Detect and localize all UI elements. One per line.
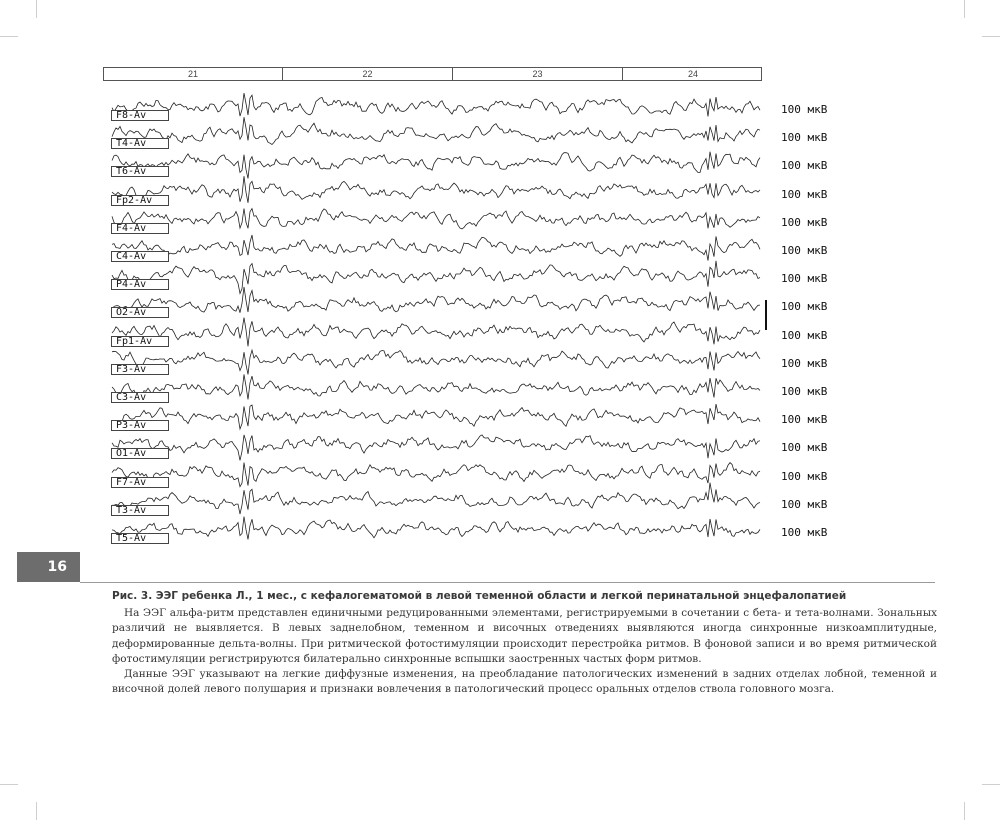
channel-label: C3-Av bbox=[111, 392, 169, 403]
channel-label: F3-Av bbox=[111, 364, 169, 375]
amplitude-scale-label: 100 мкВ bbox=[781, 356, 828, 370]
amplitude-scale-label: 100 мкВ bbox=[781, 413, 828, 427]
figure-caption: Рис. 3. ЭЭГ ребенка Л., 1 мес., с кефалогематомой в левой теменной области и легкой перинатальной энцефалопатией bbox=[112, 590, 847, 602]
amplitude-scale-label: 100 мкВ bbox=[781, 385, 828, 398]
time-mark: 21 bbox=[104, 68, 283, 80]
eeg-trace bbox=[112, 287, 760, 313]
channel-label: C4-Av bbox=[111, 251, 169, 262]
amplitude-scale-label: 100 мкВ bbox=[781, 526, 828, 539]
eeg-trace bbox=[112, 404, 760, 429]
amplitude-scale-label: 100 мкВ bbox=[781, 300, 828, 314]
crop-mark bbox=[36, 802, 37, 820]
eeg-trace bbox=[112, 235, 760, 261]
eeg-trace bbox=[112, 463, 760, 487]
amplitude-scale-label: 100 мкВ bbox=[781, 131, 828, 145]
time-mark: 22 bbox=[283, 68, 453, 80]
eeg-trace bbox=[112, 350, 760, 374]
amplitude-scale-label: 100 мкВ bbox=[781, 187, 828, 201]
channel-label: O2-Av bbox=[111, 307, 169, 318]
crop-mark bbox=[964, 802, 965, 820]
page-number: 16 bbox=[17, 552, 80, 582]
channel-label: Fp2-Av bbox=[111, 195, 169, 206]
eeg-trace bbox=[112, 209, 760, 229]
paragraph: На ЭЭГ альфа-ритм представлен единичными редуцированными элементами, регистрируемыми в сочетании с бета- и тета-волнами. Зональных различий не выявляется. В левых заднелобном, теменном и височных отведениях выявляются иногда синхронные низкоамплитудные, деформированные дельта-волны. При ритмической фотостимуляции происходит перестройка ритмов. В фоновой записи и во время ритмической фотостимуляции регистрируются билатерально синхронные вспышки заостренных частых форм ритмов. bbox=[112, 607, 937, 665]
amplitude-scale-label: 100 мкВ bbox=[781, 159, 828, 173]
amplitude-scale-label: 100 мкВ bbox=[781, 272, 828, 286]
channel-label: P4-Av bbox=[111, 279, 169, 290]
amplitude-scale-label: 100 мкВ bbox=[781, 328, 828, 342]
channel-label: T6-Av bbox=[111, 166, 169, 177]
amplitude-scale-label: 100 мкВ bbox=[781, 497, 828, 511]
channel-label: P3-Av bbox=[111, 420, 169, 431]
paragraph: Данные ЭЭГ указывают на легкие диффузные изменения, на преобладание патологических изменений в задних отделах лобной, теменной и височной долей левого полушария и признаки вовлечения в патологический процесс оральных отделов ствола головного мозга. bbox=[112, 668, 937, 696]
time-mark: 23 bbox=[453, 68, 623, 80]
body-text bbox=[112, 606, 937, 698]
eeg-trace bbox=[112, 93, 760, 116]
amplitude-scale-label: 100 мкВ bbox=[781, 441, 828, 455]
channel-label: F7-Av bbox=[111, 477, 169, 488]
eeg-trace bbox=[112, 318, 760, 347]
amplitude-scale-label: 100 мкВ bbox=[781, 103, 828, 116]
eeg-trace bbox=[112, 374, 760, 399]
amplitude-scale-label: 100 мкВ bbox=[781, 244, 828, 257]
eeg-trace bbox=[112, 483, 760, 514]
channel-label: O1-Av bbox=[111, 448, 169, 459]
eeg-trace bbox=[112, 435, 760, 461]
amplitude-scale-label: 100 мкВ bbox=[781, 469, 828, 483]
calibration-bar bbox=[765, 300, 767, 330]
crop-mark bbox=[982, 784, 1000, 785]
crop-mark bbox=[0, 784, 18, 785]
channel-label: T5-Av bbox=[111, 533, 169, 544]
eeg-trace bbox=[112, 261, 760, 294]
caption-divider bbox=[80, 582, 935, 583]
channel-label: Fp1-Av bbox=[111, 336, 169, 347]
channel-label: T3-Av bbox=[111, 505, 169, 516]
eeg-trace bbox=[112, 117, 760, 144]
eeg-trace bbox=[112, 517, 760, 540]
eeg-trace bbox=[112, 152, 760, 179]
amplitude-scale-label: 100 мкВ bbox=[781, 215, 828, 229]
channel-label: T4-Av bbox=[111, 138, 169, 149]
eeg-trace bbox=[112, 176, 760, 203]
channel-label: F4-Av bbox=[111, 223, 169, 234]
time-mark: 24 bbox=[687, 69, 698, 79]
channel-label: F8-Av bbox=[111, 110, 169, 121]
